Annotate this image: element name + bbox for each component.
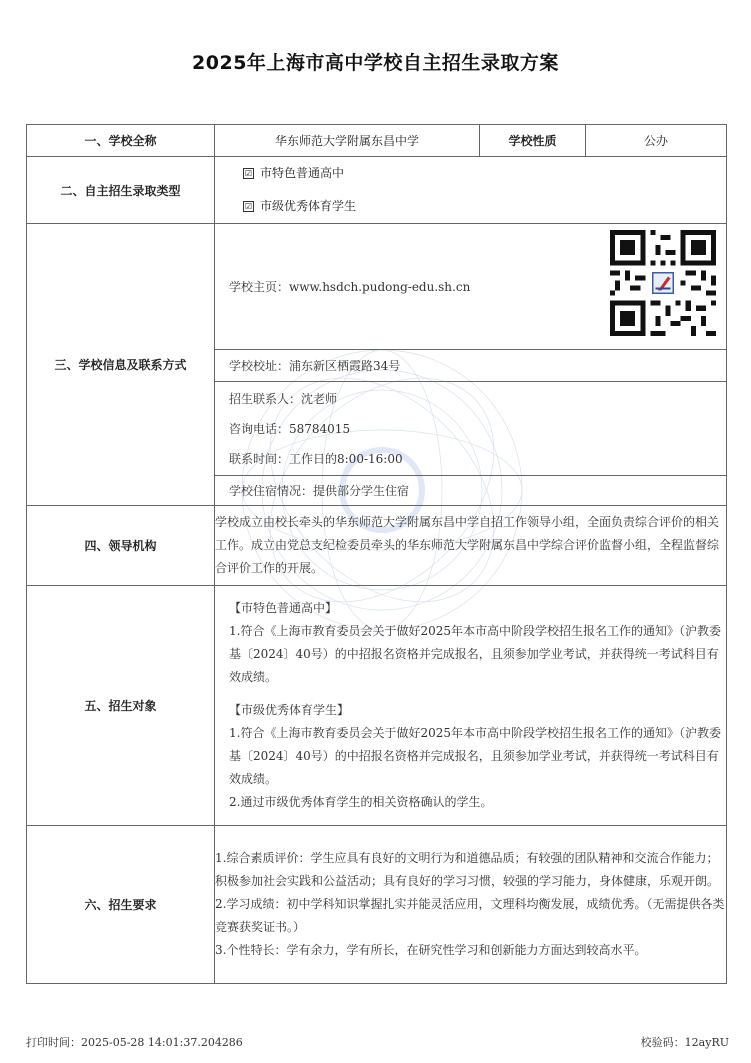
- option-sports-student: ☑ 市级优秀体育学生: [244, 199, 357, 213]
- checkbox-icon: ☑: [244, 169, 253, 178]
- boarding-text: 学校住宿情况：提供部分学生住宿: [215, 476, 727, 506]
- label-school-name: 一、学校全称: [27, 125, 215, 157]
- print-time: 打印时间：2025-05-28 14:01:37.204286: [26, 1036, 243, 1049]
- contact-hours: 联系时间：工作日的8:00-16:00: [229, 451, 403, 466]
- row-admission-targets: [27, 586, 727, 826]
- label-requirements: 六、招生要求: [27, 826, 215, 984]
- section-heading: 【市特色普通高中】: [229, 601, 338, 615]
- section-heading: 【市级优秀体育学生】: [229, 703, 350, 717]
- requirement-paragraph: 1.综合素质评价：学生应具有良好的文明行为和道德品质；有较强的团队精神和交流合作能力；积极参加社会实践和公益活动；具有良好的学习习惯，较强的学习能力，身体健康，乐观开朗。: [215, 851, 720, 888]
- label-school-info: 三、学校信息及联系方式: [27, 224, 215, 506]
- requirement-paragraph: 3.个性特长：学有余力，学有所长，在研究性学习和创新能力方面达到较高水平。: [215, 943, 647, 957]
- checkbox-icon: ☑: [244, 202, 253, 211]
- target-paragraph: 1.符合《上海市教育委员会关于做好2025年本市高中阶段学校招生报名工作的通知》（沪教委基〔2024〕40号）的中招报名资格并完成报名，且须参加学业考试，并获得统一考试科目有效成绩。: [229, 726, 721, 786]
- homepage-text: 学校主页：www.hsdch.pudong-edu.sh.cn: [229, 280, 471, 294]
- admission-table: [26, 124, 727, 984]
- row-admission-types: [27, 157, 727, 224]
- row-leadership: [27, 506, 727, 586]
- address-text: 学校校址：浦东新区栖霞路34号: [215, 350, 727, 382]
- leadership-text: 学校成立由校长牵头的华东师范大学附属东昌中学自招工作领导小组，全面负责综合评价的相关工作。成立由党总支纪检委员牵头的华东师范大学附属东昌中学综合评价监督小组，全程监督综合评价工作的开展。: [215, 506, 727, 586]
- qr-code-icon: [610, 230, 716, 336]
- target-paragraph: 2.通过市级优秀体育学生的相关资格确认的学生。: [229, 795, 493, 809]
- contact-person: 招生联系人：沈老师: [229, 391, 338, 406]
- label-leadership: 四、领导机构: [27, 506, 215, 586]
- check-code: 校验码：12ayRU: [640, 1036, 729, 1049]
- admission-targets-cell: [215, 586, 727, 826]
- contact-phone: 咨询电话：58784015: [229, 421, 351, 436]
- label-admission-targets: 五、招生对象: [27, 586, 215, 826]
- target-paragraph: 1.符合《上海市教育委员会关于做好2025年本市高中阶段学校招生报名工作的通知》（沪教委基〔2024〕40号）的中招报名资格并完成报名，且须参加学业考试，并获得统一考试科目有效成绩。: [229, 624, 721, 684]
- requirement-paragraph: 2.学习成绩：初中学科知识掌握扎实并能灵活应用，文理科均衡发展，成绩优秀。（无需提供各类竞赛获奖证书。）: [215, 897, 725, 934]
- option-special-high-school: ☑ 市特色普通高中: [244, 166, 345, 180]
- label-admission-types: 二、自主招生录取类型: [27, 157, 215, 224]
- page-title: 2025年上海市高中学校自主招生录取方案: [192, 52, 559, 74]
- contact-cell: [215, 382, 727, 476]
- label-school-type: 学校性质: [480, 125, 586, 157]
- value-school-type: 公办: [586, 125, 727, 157]
- row-school-info: [27, 224, 727, 350]
- admission-types-list: [215, 157, 727, 224]
- row-requirements: [27, 826, 727, 984]
- value-school-name: 华东师范大学附属东昌中学: [215, 125, 480, 157]
- homepage-cell: [215, 224, 727, 350]
- row-school-name: [27, 125, 727, 157]
- requirements-cell: [215, 826, 727, 984]
